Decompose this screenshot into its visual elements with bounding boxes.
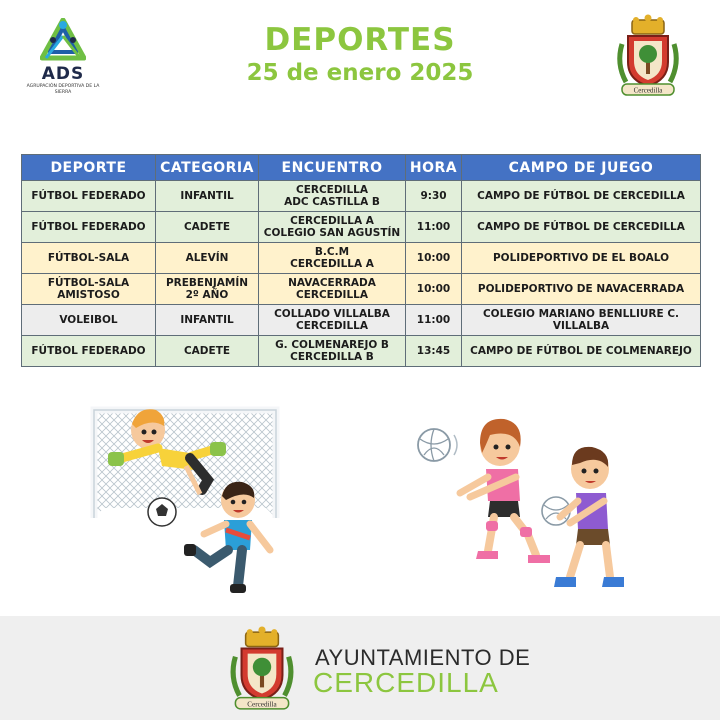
cell-hora: 10:00 <box>406 243 462 274</box>
cell-categoria: CADETE <box>156 336 259 367</box>
table-row <box>22 243 701 274</box>
header-categoria: CATEGORIA <box>156 155 259 181</box>
footer-ayuntamiento-de: AYUNTAMIENTO DE <box>315 645 531 670</box>
cell-deporte: FÚTBOL FEDERADO <box>22 336 156 367</box>
cell-hora: 10:00 <box>406 274 462 305</box>
cell-deporte: FÚTBOL-SALA <box>22 243 156 274</box>
cell-categoria: ALEVÍN <box>156 243 259 274</box>
cell-categoria: INFANTIL <box>156 181 259 212</box>
cell-deporte: VOLEIBOL <box>22 305 156 336</box>
table-row <box>22 181 701 212</box>
cell-campo: CAMPO DE FÚTBOL DE CERCEDILLA <box>462 181 701 212</box>
ads-logo-name: ADS <box>41 64 85 84</box>
cell-hora: 11:00 <box>406 212 462 243</box>
crest-label: Cercedilla <box>247 700 277 709</box>
cell-encuentro: COLLADO VILLALBA CERCEDILLA <box>259 305 406 336</box>
cell-hora: 9:30 <box>406 181 462 212</box>
cell-campo: CAMPO DE FÚTBOL DE CERCEDILLA <box>462 212 701 243</box>
cell-encuentro: CERCEDILLA ADC CASTILLA B <box>259 181 406 212</box>
cell-categoria: CADETE <box>156 212 259 243</box>
crest-label: Cercedilla <box>633 86 663 95</box>
cell-campo: POLIDEPORTIVO DE NAVACERRADA <box>462 274 701 305</box>
header-encuentro: ENCUENTRO <box>259 155 406 181</box>
cell-categoria: PREBENJAMÍN 2º AÑO <box>156 274 259 305</box>
cell-campo: COLEGIO MARIANO BENLLIURE C. VILLALBA <box>462 305 701 336</box>
page-title: DEPORTES <box>264 22 456 58</box>
header-campo: CAMPO DE JUEGO <box>462 155 701 181</box>
cell-campo: CAMPO DE FÚTBOL DE COLMENAREJO <box>462 336 701 367</box>
table-row <box>22 274 701 305</box>
cell-hora: 11:00 <box>406 305 462 336</box>
table-row <box>22 305 701 336</box>
schedule-table <box>21 154 701 367</box>
cell-encuentro: NAVACERRADA CERCEDILLA <box>259 274 406 305</box>
kids-soccer-goal-illustration <box>86 400 286 605</box>
footer <box>0 616 720 720</box>
event-date: 25 de enero 2025 <box>246 60 474 86</box>
cell-encuentro: G. COLMENAREJO B CERCEDILLA B <box>259 336 406 367</box>
cell-campo: POLIDEPORTIVO DE EL BOALO <box>462 243 701 274</box>
footer-cercedilla: CERCEDILLA <box>313 667 499 698</box>
kids-volleyball-illustration <box>410 405 630 605</box>
cercedilla-crest-icon <box>612 14 684 100</box>
ads-logo-subtitle: AGRUPACIÓN DEPORTIVA DE LA SIERRA <box>26 84 100 95</box>
header-deporte: DEPORTE <box>22 155 156 181</box>
table-header-row <box>22 155 701 181</box>
table-row <box>22 336 701 367</box>
table-row <box>22 212 701 243</box>
cell-categoria: INFANTIL <box>156 305 259 336</box>
cell-deporte: FÚTBOL-SALA AMISTOSO <box>22 274 156 305</box>
cell-encuentro: CERCEDILLA A COLEGIO SAN AGUSTÍN <box>259 212 406 243</box>
cell-hora: 13:45 <box>406 336 462 367</box>
cercedilla-crest-icon <box>224 626 300 714</box>
cell-deporte: FÚTBOL FEDERADO <box>22 212 156 243</box>
cell-deporte: FÚTBOL FEDERADO <box>22 181 156 212</box>
header-hora: HORA <box>406 155 462 181</box>
cell-encuentro: B.C.M CERCEDILLA A <box>259 243 406 274</box>
